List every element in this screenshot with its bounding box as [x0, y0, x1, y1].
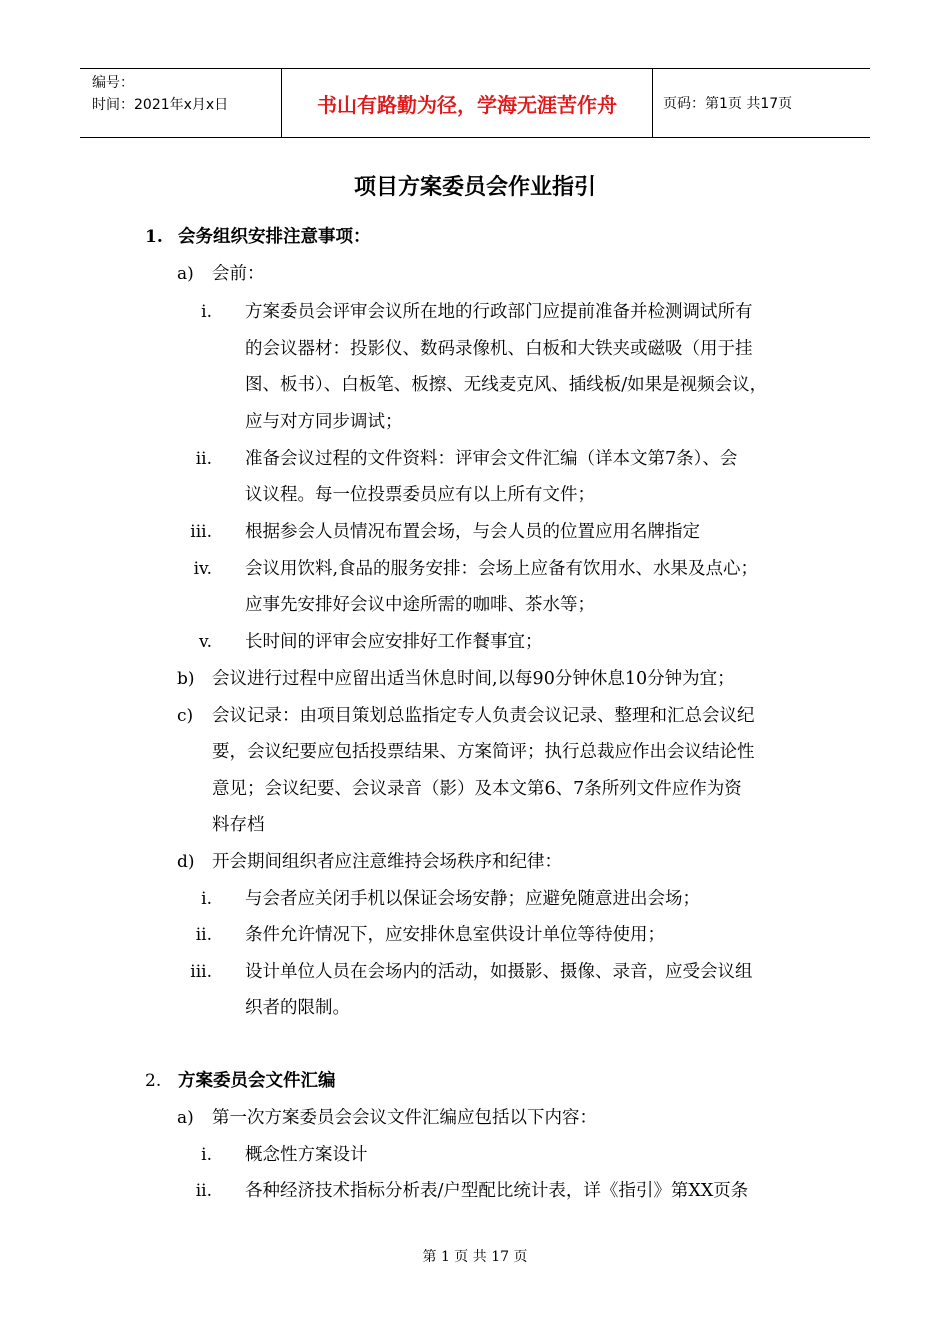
- subitem-line: 方案委员会评审会议所在地的行政部门应提前准备并检测调试所有: [245, 302, 753, 322]
- subitem-number: i.: [201, 1145, 212, 1165]
- subitem-number: i.: [201, 302, 212, 322]
- item-a-number: a): [177, 1108, 194, 1128]
- subitem-line: 概念性方案设计: [245, 1145, 368, 1165]
- page-footer: 第 1 页 共 17 页: [422, 1249, 528, 1265]
- subitem-line: 准备会议过程的文件资料：评审会文件汇编（详本文第7条）、会: [245, 449, 738, 469]
- item-c-line: 料存档: [212, 815, 265, 835]
- header-meta: [80, 69, 281, 137]
- subitem-line: 议议程。每一位投票委员应有以上所有文件；: [245, 485, 595, 505]
- subitem-number: iii.: [190, 962, 212, 982]
- subitem-line: 条件允许情况下，应安排休息室供设计单位等待使用；: [245, 925, 665, 945]
- item-c-line: 要，会议纪要应包括投票结果、方案简评；执行总裁应作出会议结论性: [212, 742, 755, 762]
- document-number: 编号：: [92, 75, 134, 91]
- section-1-number: 1.: [145, 227, 163, 247]
- subitem-number: iii.: [190, 522, 212, 542]
- subitem-line: 根据参会人员情况布置会场，与会人员的位置应用名牌指定: [245, 522, 700, 542]
- item-a-text: 第一次方案委员会会议文件汇编应包括以下内容：: [212, 1108, 597, 1128]
- document-title: 项目方案委员会作业指引: [353, 175, 596, 200]
- item-c-line: 会议记录：由项目策划总监指定专人负责会议记录、整理和汇总会议纪: [212, 706, 755, 726]
- item-d-text: 开会期间组织者应注意维持会场秩序和纪律：: [212, 852, 562, 872]
- item-a-text: 会前：: [212, 264, 265, 284]
- header-page-number: 页码：第1页 共17页: [663, 96, 793, 112]
- subitem-line: 图、板书）、白板笔、板擦、无线麦克风、插线板/如果是视频会议，: [245, 375, 768, 395]
- section-2-heading: 方案委员会文件汇编: [178, 1071, 336, 1091]
- subitem-line: 与会者应关闭手机以保证会场安静；应避免随意进出会场；: [245, 889, 700, 909]
- subitem-number: iv.: [193, 559, 212, 579]
- item-c-number: c): [177, 706, 194, 726]
- subitem-number: ii.: [195, 449, 212, 469]
- subitem-line: 会议用饮料,食品的服务安排：会场上应备有饮用水、水果及点心；: [245, 559, 759, 579]
- subitem-number: v.: [199, 632, 212, 652]
- subitem-number: ii.: [195, 925, 212, 945]
- item-b-number: b): [177, 669, 195, 689]
- subitem-line: 织者的限制。: [245, 998, 350, 1018]
- subitem-number: i.: [201, 889, 212, 909]
- item-b-text: 会议进行过程中应留出适当休息时间,以每90分钟休息10分钟为宜；: [212, 669, 735, 689]
- document-date: 时间：2021年x月x日: [92, 97, 229, 113]
- subitem-number: ii.: [195, 1181, 212, 1201]
- item-a-number: a): [177, 264, 194, 284]
- item-c-line: 意见；会议纪要、会议录音（影）及本文第6、7条所列文件应作为资: [212, 779, 742, 799]
- header-motto: 书山有路勤为径，学海无涯苦作舟: [281, 69, 653, 137]
- item-d-number: d): [177, 852, 195, 872]
- subitem-line: 各种经济技术指标分析表/户型配比统计表，详《指引》第XX页条: [245, 1181, 749, 1201]
- subitem-line: 长时间的评审会应安排好工作餐事宜；: [245, 632, 543, 652]
- subitem-line: 应事先安排好会议中途所需的咖啡、茶水等；: [245, 595, 595, 615]
- section-2-number: 2.: [145, 1071, 162, 1091]
- subitem-line: 应与对方同步调试；: [245, 412, 403, 432]
- subitem-line: 设计单位人员在会场内的活动，如摄影、摄像、录音，应受会议组: [245, 962, 753, 982]
- section-1-heading: 会务组织安排注意事项：: [178, 227, 371, 247]
- subitem-line: 的会议器材：投影仪、数码录像机、白板和大铁夹或磁吸（用于挂: [245, 339, 753, 359]
- page-header: [80, 68, 870, 138]
